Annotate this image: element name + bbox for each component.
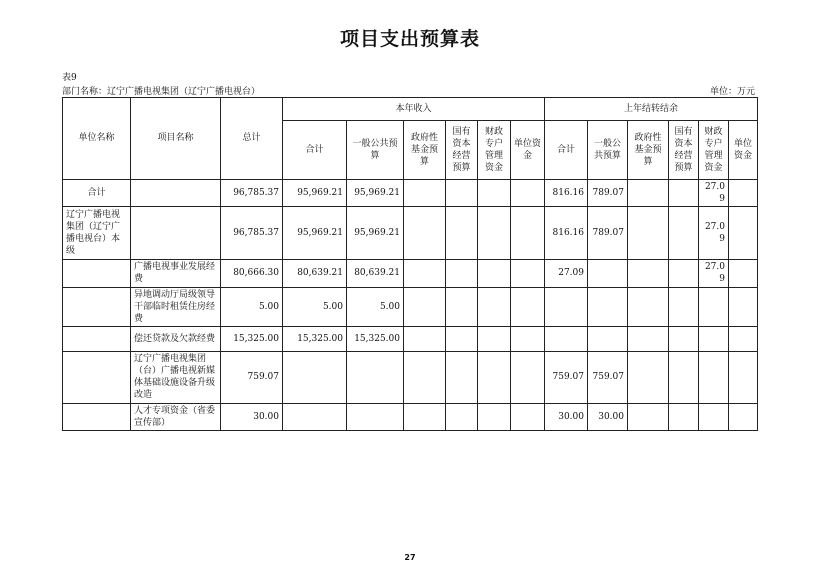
cell-total: 5.00 [221, 287, 283, 326]
cell-p-fis: 27.09 [699, 260, 729, 287]
cell-p-sum: 816.16 [545, 180, 588, 207]
cell-c-state [446, 326, 478, 351]
header-general-public: 一般公共预算 [347, 121, 404, 180]
cell-unit [63, 287, 131, 326]
cell-c-state [446, 403, 478, 430]
cell-p-gov [628, 351, 669, 403]
cell-c-sum: 95,969.21 [283, 180, 347, 207]
cell-p-sum: 759.07 [545, 351, 588, 403]
cell-p-gov [628, 207, 669, 260]
cell-p-fis [699, 326, 729, 351]
cell-p-state [669, 351, 699, 403]
header-project-name: 项目名称 [131, 98, 221, 180]
header-sum: 合计 [283, 121, 347, 180]
cell-p-state [669, 326, 699, 351]
cell-c-unit [511, 403, 545, 430]
cell-c-sum: 80,639.21 [283, 260, 347, 287]
cell-c-sum: 95,969.21 [283, 207, 347, 260]
cell-c-unit [511, 260, 545, 287]
cell-unit [63, 351, 131, 403]
cell-project: 广播电视事业发展经费 [131, 260, 221, 287]
cell-c-state [446, 207, 478, 260]
header-gov-fund: 政府性基金预算 [404, 121, 446, 180]
cell-c-gov [404, 326, 446, 351]
cell-c-unit [511, 326, 545, 351]
table-number: 表9 [62, 73, 77, 83]
unit-label: 单位：万元 [710, 87, 756, 97]
cell-project: 人才专项资金（省委宣传部） [131, 403, 221, 430]
table-row [63, 326, 758, 351]
cell-unit [63, 326, 131, 351]
cell-total: 96,785.37 [221, 207, 283, 260]
cell-c-fis [478, 326, 511, 351]
cell-project: 异地调动厅局级领导干部临时租赁住房经费 [131, 287, 221, 326]
cell-p-unit [729, 287, 758, 326]
cell-p-state [669, 403, 699, 430]
cell-c-fis [478, 403, 511, 430]
cell-c-gen [347, 403, 404, 430]
cell-total: 759.07 [221, 351, 283, 403]
table-row [63, 287, 758, 326]
cell-c-gen: 80,639.21 [347, 260, 404, 287]
cell-c-gov [404, 180, 446, 207]
cell-c-gov [404, 287, 446, 326]
cell-p-state [669, 260, 699, 287]
cell-c-fis [478, 351, 511, 403]
table-row [63, 180, 758, 207]
cell-p-unit [729, 351, 758, 403]
cell-project: 辽宁广播电视集团（台）广播电视新媒体基础设施设备升级改造 [131, 351, 221, 403]
cell-p-unit [729, 326, 758, 351]
cell-p-gen [588, 326, 628, 351]
cell-total: 30.00 [221, 403, 283, 430]
cell-p-fis [699, 287, 729, 326]
cell-unit: 辽宁广播电视集团（辽宁广播电视台）本级 [63, 207, 131, 260]
header-gov-fund-2: 政府性基金预算 [628, 121, 669, 180]
cell-unit [63, 260, 131, 287]
table-row [63, 207, 758, 260]
cell-total: 15,325.00 [221, 326, 283, 351]
cell-c-gen [347, 351, 404, 403]
cell-c-unit [511, 287, 545, 326]
cell-p-state [669, 180, 699, 207]
header-prev-carry: 上年结转结余 [545, 98, 758, 121]
cell-c-unit [511, 180, 545, 207]
cell-p-sum [545, 326, 588, 351]
cell-unit: 合计 [63, 180, 131, 207]
cell-p-sum: 30.00 [545, 403, 588, 430]
cell-p-sum [545, 287, 588, 326]
cell-p-state [669, 207, 699, 260]
cell-p-gen: 789.07 [588, 207, 628, 260]
table-row [63, 260, 758, 287]
cell-project [131, 207, 221, 260]
cell-p-unit [729, 180, 758, 207]
cell-c-gen: 95,969.21 [347, 207, 404, 260]
header-fiscal-special-2: 财政专户管理资金 [699, 121, 729, 180]
page-number: 27 [404, 553, 416, 562]
cell-p-fis: 27.09 [699, 207, 729, 260]
cell-p-sum: 816.16 [545, 207, 588, 260]
header-unit-fund: 单位资金 [511, 121, 545, 180]
cell-c-gov [404, 351, 446, 403]
cell-c-gen: 15,325.00 [347, 326, 404, 351]
cell-p-gen [588, 260, 628, 287]
cell-p-gov [628, 403, 669, 430]
cell-p-gen: 759.07 [588, 351, 628, 403]
cell-c-unit [511, 351, 545, 403]
cell-c-state [446, 287, 478, 326]
cell-c-gen: 5.00 [347, 287, 404, 326]
cell-p-fis [699, 403, 729, 430]
cell-p-gen [588, 287, 628, 326]
table-row [63, 351, 758, 403]
cell-c-gov [404, 207, 446, 260]
cell-p-gen: 30.00 [588, 403, 628, 430]
cell-p-fis [699, 351, 729, 403]
cell-p-sum: 27.09 [545, 260, 588, 287]
header-total: 总计 [221, 98, 283, 180]
cell-c-fis [478, 207, 511, 260]
header-state-capital: 国有资本经营预算 [446, 121, 478, 180]
header-sum-2: 合计 [545, 121, 588, 180]
cell-c-sum: 5.00 [283, 287, 347, 326]
cell-project: 偿还贷款及欠款经费 [131, 326, 221, 351]
budget-table [62, 97, 758, 431]
cell-p-gov [628, 180, 669, 207]
header-current-income: 本年收入 [283, 98, 545, 121]
cell-c-sum [283, 403, 347, 430]
header-state-capital-2: 国有资本经营预算 [669, 121, 699, 180]
page-title: 项目支出预算表 [339, 28, 480, 50]
cell-c-sum [283, 351, 347, 403]
cell-total: 80,666.30 [221, 260, 283, 287]
cell-p-fis: 27.09 [699, 180, 729, 207]
cell-c-state [446, 260, 478, 287]
cell-c-state [446, 180, 478, 207]
cell-p-unit [729, 403, 758, 430]
cell-c-fis [478, 287, 511, 326]
department-name: 部门名称：辽宁广播电视集团（辽宁广播电视台） [62, 87, 261, 97]
cell-c-state [446, 351, 478, 403]
cell-c-gov [404, 403, 446, 430]
table-row [63, 403, 758, 430]
cell-c-unit [511, 207, 545, 260]
cell-p-state [669, 287, 699, 326]
cell-p-unit [729, 260, 758, 287]
cell-project [131, 180, 221, 207]
cell-p-gov [628, 260, 669, 287]
cell-unit [63, 403, 131, 430]
header-unit-fund-2: 单位资金 [729, 121, 758, 180]
cell-p-gov [628, 326, 669, 351]
cell-c-gen: 95,969.21 [347, 180, 404, 207]
cell-c-sum: 15,325.00 [283, 326, 347, 351]
cell-total: 96,785.37 [221, 180, 283, 207]
header-fiscal-special: 财政专户管理资金 [478, 121, 511, 180]
cell-p-unit [729, 207, 758, 260]
cell-c-gov [404, 260, 446, 287]
header-general-public-2: 一般公共预算 [588, 121, 628, 180]
cell-p-gen: 789.07 [588, 180, 628, 207]
header-unit-name: 单位名称 [63, 98, 131, 180]
cell-c-fis [478, 260, 511, 287]
cell-p-gov [628, 287, 669, 326]
cell-c-fis [478, 180, 511, 207]
